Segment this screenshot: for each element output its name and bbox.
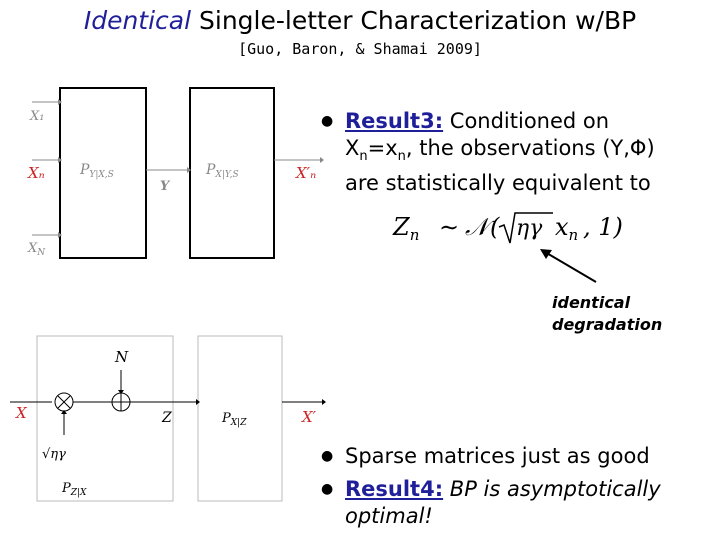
svg-text:(: ( xyxy=(490,213,500,241)
svg-text:, 1): , 1) xyxy=(583,213,623,241)
title-emphasis: Identical xyxy=(83,6,192,35)
top-diagram xyxy=(0,80,330,265)
citation: [Guo, Baron, & Shamai 2009] xyxy=(238,40,482,58)
result3-label[interactable]: Result3: xyxy=(345,109,444,133)
title-rest: Single-letter Characterization w/BP xyxy=(191,6,637,35)
output-label: X′ₙ xyxy=(296,164,317,182)
scalar-channel-frame xyxy=(37,336,173,501)
mid-signal-y: Y xyxy=(160,179,170,194)
bottom-diagram xyxy=(0,330,330,510)
bullet-dot: ● xyxy=(321,448,334,464)
result4-label[interactable]: Result4: xyxy=(345,477,444,501)
input-xN-label: $X_N$ xyxy=(28,241,46,258)
input-xn-label: Xₙ xyxy=(28,164,45,182)
scalar-mid-label: Z xyxy=(162,410,172,426)
svg-text:xn: $x_n$ xyxy=(555,213,579,244)
scalar-input-label: X xyxy=(16,404,27,422)
block2-label: $P_{X|Y,S}$ xyxy=(206,162,239,180)
noise-label: N xyxy=(115,348,129,366)
annotation-text: identical degradation xyxy=(552,293,663,334)
scalar-channel-label: $P_{Z|X}$ xyxy=(62,481,87,498)
bullet-dot: ● xyxy=(321,481,334,497)
svg-text:ηγ: ηγ xyxy=(516,216,543,241)
scalar-estimator-label: $P_{X|Z}$ xyxy=(222,411,247,428)
svg-text:∼: ∼ xyxy=(439,213,460,241)
gain-label: √ηγ xyxy=(42,447,66,462)
sparse-bullet: ● Sparse matrices just as good xyxy=(321,444,650,468)
slide-title xyxy=(0,6,720,35)
bullet-dot: ● xyxy=(321,113,334,129)
result3-bullet: ● Result3: Conditioned on $X_n=x_n$, the observations (Y,Φ) are statistically equivalent to xyxy=(321,109,655,196)
scalar-output-label: X′ xyxy=(302,408,317,426)
svg-text:Zn: $Z_n$ xyxy=(393,213,420,244)
result4-bullet: ● Result4: BP is asymptotically optimal! xyxy=(321,477,661,528)
annotation-arrow xyxy=(530,240,610,290)
block1-label: $P_{Y|X,S}$ xyxy=(80,162,114,180)
svg-text:𝒩: 𝒩 xyxy=(465,213,488,241)
input-x1-label: X₁ xyxy=(30,109,45,124)
